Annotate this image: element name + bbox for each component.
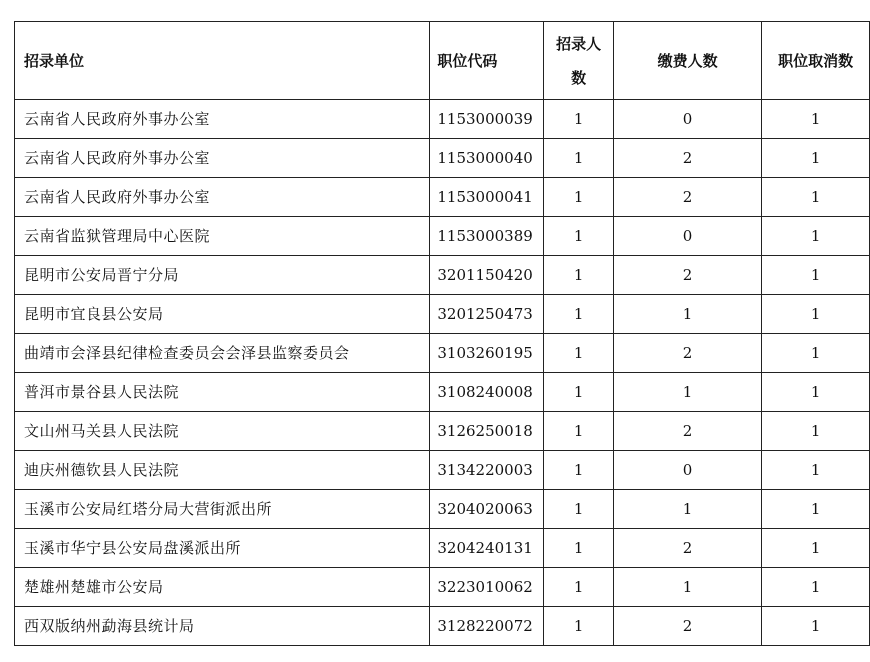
cell-unit: 玉溪市华宁县公安局盘溪派出所 xyxy=(15,529,430,568)
table-row xyxy=(15,451,870,490)
cell-code: 3204240131 xyxy=(430,529,544,568)
cell-code: 3223010062 xyxy=(430,568,544,607)
table-wrapper xyxy=(14,21,870,646)
table-body xyxy=(15,100,870,646)
cell-recruit: 1 xyxy=(544,568,614,607)
table-row xyxy=(15,529,870,568)
cell-paid: 2 xyxy=(613,178,761,217)
cell-unit: 昆明市宜良县公安局 xyxy=(15,295,430,334)
cell-paid: 2 xyxy=(613,412,761,451)
cell-paid: 2 xyxy=(613,256,761,295)
cell-code: 1153000041 xyxy=(430,178,544,217)
table-row xyxy=(15,334,870,373)
table-row xyxy=(15,568,870,607)
cell-code: 3201150420 xyxy=(430,256,544,295)
cell-cancel: 1 xyxy=(762,412,870,451)
table-row xyxy=(15,178,870,217)
cell-recruit: 1 xyxy=(544,373,614,412)
cell-cancel: 1 xyxy=(762,100,870,139)
cell-paid: 2 xyxy=(613,139,761,178)
cell-cancel: 1 xyxy=(762,217,870,256)
header-row xyxy=(15,22,870,100)
header-paid: 缴费人数 xyxy=(613,22,761,100)
table-row xyxy=(15,607,870,646)
cell-paid: 1 xyxy=(613,490,761,529)
recruitment-table xyxy=(14,21,870,646)
cell-paid: 2 xyxy=(613,607,761,646)
cell-recruit: 1 xyxy=(544,139,614,178)
cell-cancel: 1 xyxy=(762,178,870,217)
cell-cancel: 1 xyxy=(762,490,870,529)
cell-paid: 0 xyxy=(613,217,761,256)
cell-recruit: 1 xyxy=(544,178,614,217)
cell-unit: 玉溪市公安局红塔分局大营街派出所 xyxy=(15,490,430,529)
cell-recruit: 1 xyxy=(544,451,614,490)
table-row xyxy=(15,490,870,529)
table-row xyxy=(15,100,870,139)
cell-unit: 云南省监狱管理局中心医院 xyxy=(15,217,430,256)
cell-recruit: 1 xyxy=(544,607,614,646)
cell-recruit: 1 xyxy=(544,334,614,373)
cell-unit: 文山州马关县人民法院 xyxy=(15,412,430,451)
cell-unit: 曲靖市会泽县纪律检查委员会会泽县监察委员会 xyxy=(15,334,430,373)
cell-unit: 昆明市公安局晋宁分局 xyxy=(15,256,430,295)
cell-paid: 2 xyxy=(613,529,761,568)
table-row xyxy=(15,373,870,412)
cell-cancel: 1 xyxy=(762,139,870,178)
cell-recruit: 1 xyxy=(544,295,614,334)
cell-unit: 云南省人民政府外事办公室 xyxy=(15,139,430,178)
cell-code: 1153000040 xyxy=(430,139,544,178)
cell-code: 3204020063 xyxy=(430,490,544,529)
cell-recruit: 1 xyxy=(544,100,614,139)
cell-cancel: 1 xyxy=(762,607,870,646)
cell-code: 3126250018 xyxy=(430,412,544,451)
cell-paid: 1 xyxy=(613,295,761,334)
cell-recruit: 1 xyxy=(544,412,614,451)
cell-cancel: 1 xyxy=(762,334,870,373)
cell-unit: 云南省人民政府外事办公室 xyxy=(15,178,430,217)
table-row xyxy=(15,217,870,256)
header-cancel: 职位取消数 xyxy=(762,22,870,100)
cell-cancel: 1 xyxy=(762,529,870,568)
cell-cancel: 1 xyxy=(762,451,870,490)
cell-unit: 云南省人民政府外事办公室 xyxy=(15,100,430,139)
header-unit: 招录单位 xyxy=(15,22,430,100)
header-recruit: 招录人数 xyxy=(544,22,614,100)
table-row xyxy=(15,256,870,295)
cell-paid: 0 xyxy=(613,100,761,139)
cell-paid: 0 xyxy=(613,451,761,490)
cell-code: 3134220003 xyxy=(430,451,544,490)
header-code: 职位代码 xyxy=(430,22,544,100)
cell-cancel: 1 xyxy=(762,568,870,607)
cell-code: 1153000389 xyxy=(430,217,544,256)
cell-unit: 西双版纳州勐海县统计局 xyxy=(15,607,430,646)
cell-code: 3201250473 xyxy=(430,295,544,334)
cell-code: 3103260195 xyxy=(430,334,544,373)
table-row xyxy=(15,295,870,334)
cell-unit: 迪庆州德钦县人民法院 xyxy=(15,451,430,490)
cell-cancel: 1 xyxy=(762,295,870,334)
cell-unit: 楚雄州楚雄市公安局 xyxy=(15,568,430,607)
cell-code: 1153000039 xyxy=(430,100,544,139)
cell-code: 3108240008 xyxy=(430,373,544,412)
cell-recruit: 1 xyxy=(544,529,614,568)
cell-code: 3128220072 xyxy=(430,607,544,646)
cell-recruit: 1 xyxy=(544,217,614,256)
cell-cancel: 1 xyxy=(762,256,870,295)
cell-recruit: 1 xyxy=(544,256,614,295)
table-row xyxy=(15,412,870,451)
table-row xyxy=(15,139,870,178)
cell-paid: 2 xyxy=(613,334,761,373)
cell-cancel: 1 xyxy=(762,373,870,412)
cell-unit: 普洱市景谷县人民法院 xyxy=(15,373,430,412)
cell-recruit: 1 xyxy=(544,490,614,529)
cell-paid: 1 xyxy=(613,373,761,412)
cell-paid: 1 xyxy=(613,568,761,607)
